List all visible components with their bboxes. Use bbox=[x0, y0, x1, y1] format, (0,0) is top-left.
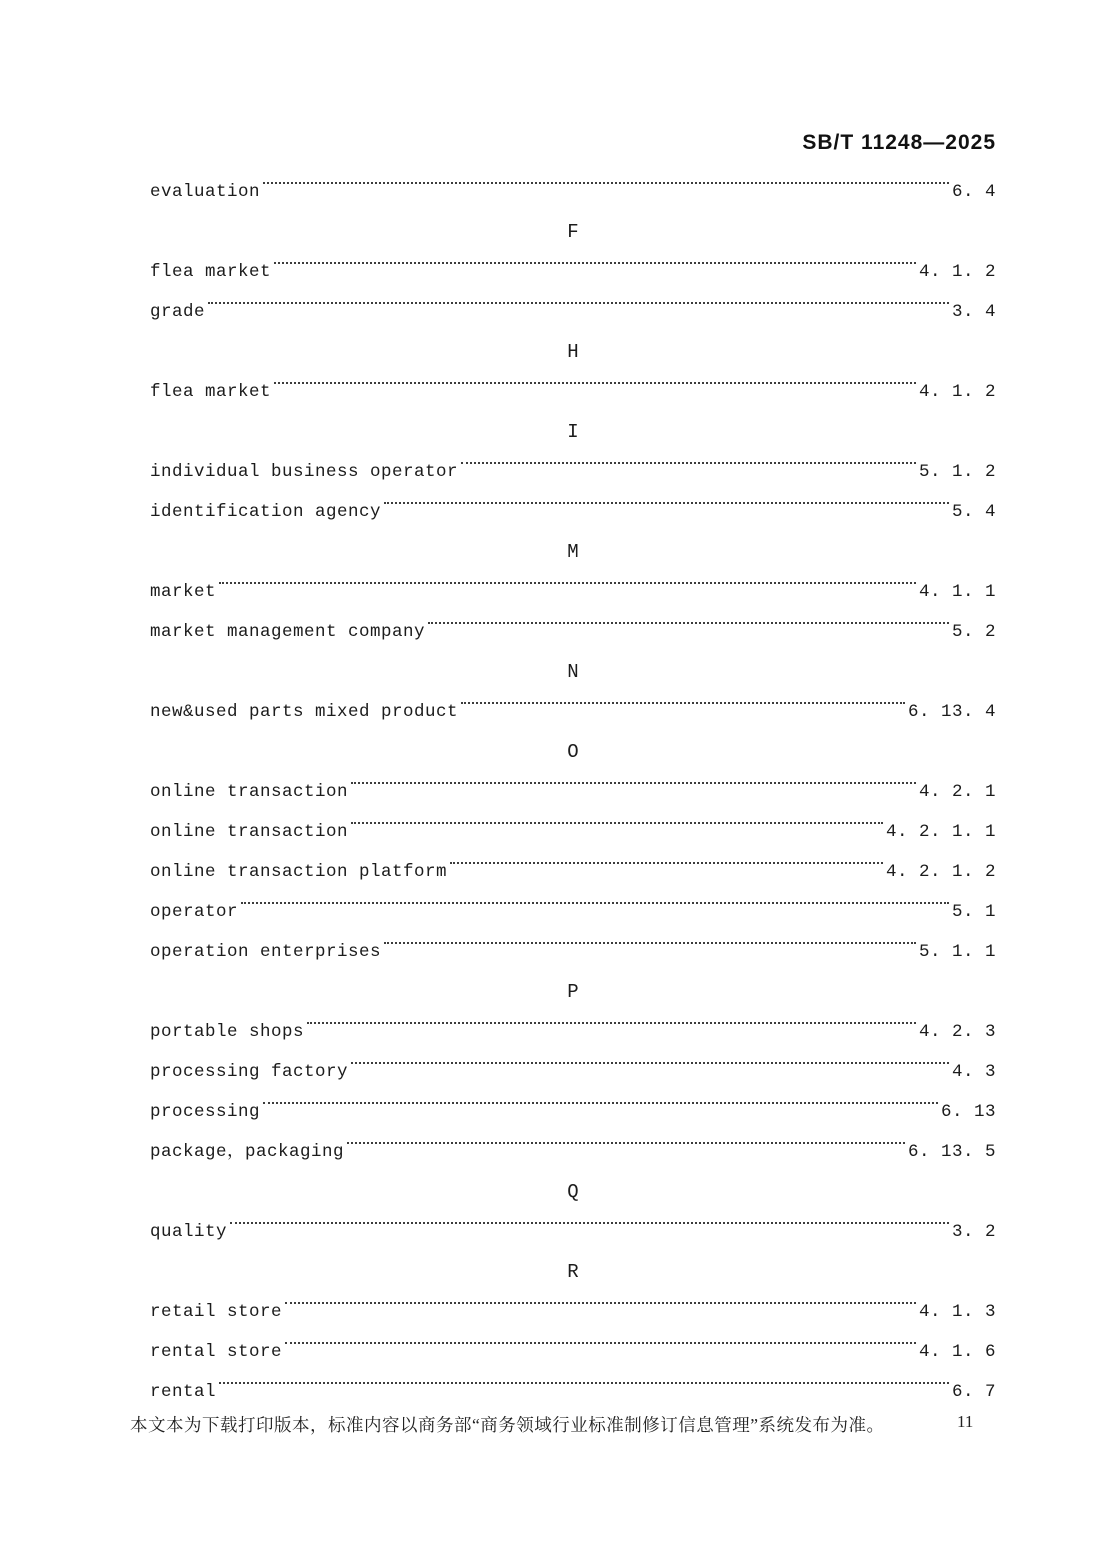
section-reference: 6. 4 bbox=[951, 182, 996, 202]
section-reference: 4. 2. 1. 1 bbox=[885, 822, 996, 842]
index-term: processing bbox=[150, 1102, 261, 1122]
section-reference: 4. 3 bbox=[951, 1062, 996, 1082]
section-reference: 4. 1. 2 bbox=[918, 382, 996, 402]
index-entry-row bbox=[150, 1052, 996, 1092]
index-entry-row bbox=[150, 612, 996, 652]
index-entry-row bbox=[150, 1212, 996, 1252]
section-reference: 5. 2 bbox=[951, 622, 996, 642]
index-term: individual business operator bbox=[150, 462, 459, 482]
section-reference: 3. 2 bbox=[951, 1222, 996, 1242]
index-term: online transaction bbox=[150, 822, 349, 842]
index-entry-row bbox=[150, 772, 996, 812]
index-term: market bbox=[150, 582, 217, 602]
index-term: package，packaging bbox=[150, 1142, 345, 1162]
index-term: flea market bbox=[150, 382, 272, 402]
document-number: SB/T 11248—2025 bbox=[802, 131, 996, 154]
index-term: quality bbox=[150, 1222, 228, 1242]
section-reference: 3. 4 bbox=[951, 302, 996, 322]
page-number: 11 bbox=[957, 1412, 974, 1431]
index-term: online transaction platform bbox=[150, 862, 448, 882]
index-term: operation enterprises bbox=[150, 942, 382, 962]
index-entry-row bbox=[150, 572, 996, 612]
section-reference: 4. 2. 1. 2 bbox=[885, 862, 996, 882]
section-reference: 5. 1. 2 bbox=[918, 462, 996, 482]
index-entry-row bbox=[150, 1012, 996, 1052]
section-reference: 6. 7 bbox=[951, 1382, 996, 1402]
index-term: new&used parts mixed product bbox=[150, 702, 459, 722]
section-reference: 4. 1. 6 bbox=[918, 1342, 996, 1362]
index-list bbox=[150, 172, 996, 1412]
index-entry-row bbox=[150, 932, 996, 972]
index-letter-heading: I bbox=[567, 421, 579, 443]
index-letter-heading: N bbox=[567, 661, 579, 683]
section-reference: 5. 1. 1 bbox=[918, 942, 996, 962]
index-term: flea market bbox=[150, 262, 272, 282]
index-term: evaluation bbox=[150, 182, 261, 202]
index-letter-heading: R bbox=[567, 1261, 579, 1283]
index-entry-row bbox=[150, 812, 996, 852]
section-reference: 4. 1. 3 bbox=[918, 1302, 996, 1322]
section-reference: 4. 2. 3 bbox=[918, 1022, 996, 1042]
section-reference: 4. 2. 1 bbox=[918, 782, 996, 802]
index-term: portable shops bbox=[150, 1022, 305, 1042]
index-term: retail store bbox=[150, 1302, 283, 1322]
index-entry-row bbox=[150, 252, 996, 292]
section-reference: 5. 4 bbox=[951, 502, 996, 522]
index-term: grade bbox=[150, 302, 206, 322]
index-entry-row bbox=[150, 1372, 996, 1412]
index-term: identification agency bbox=[150, 502, 382, 522]
index-term: online transaction bbox=[150, 782, 349, 802]
index-letter-heading: Q bbox=[567, 1181, 579, 1203]
index-entry-row bbox=[150, 1092, 996, 1132]
section-reference: 4. 1. 2 bbox=[918, 262, 996, 282]
index-letter-heading: O bbox=[567, 741, 579, 763]
index-entry-row bbox=[150, 852, 996, 892]
index-term: rental bbox=[150, 1382, 217, 1402]
section-reference: 5. 1 bbox=[951, 902, 996, 922]
index-entry-row bbox=[150, 1292, 996, 1332]
index-entry-row bbox=[150, 452, 996, 492]
index-term: processing factory bbox=[150, 1062, 349, 1082]
footer-note: 本文本为下载打印版本，标准内容以商务部“商务领域行业标准制修订信息管理”系统发布为准。 bbox=[130, 1415, 885, 1435]
index-entry-row bbox=[150, 1132, 996, 1172]
index-entry-row bbox=[150, 692, 996, 732]
index-entry-row bbox=[150, 172, 996, 212]
index-entry-row bbox=[150, 1332, 996, 1372]
section-reference: 6. 13. 5 bbox=[907, 1142, 996, 1162]
index-letter-heading: M bbox=[567, 541, 579, 563]
index-term: market management company bbox=[150, 622, 426, 642]
index-entry-row bbox=[150, 892, 996, 932]
index-letter-heading: P bbox=[567, 981, 579, 1003]
index-term: operator bbox=[150, 902, 239, 922]
section-reference: 6. 13 bbox=[940, 1102, 996, 1122]
index-entry-row bbox=[150, 292, 996, 332]
index-letter-heading: F bbox=[567, 221, 579, 243]
index-letter-heading: H bbox=[567, 341, 579, 363]
index-entry-row bbox=[150, 372, 996, 412]
section-reference: 4. 1. 1 bbox=[918, 582, 996, 602]
index-term: rental store bbox=[150, 1342, 283, 1362]
section-reference: 6. 13. 4 bbox=[907, 702, 996, 722]
index-entry-row bbox=[150, 492, 996, 532]
